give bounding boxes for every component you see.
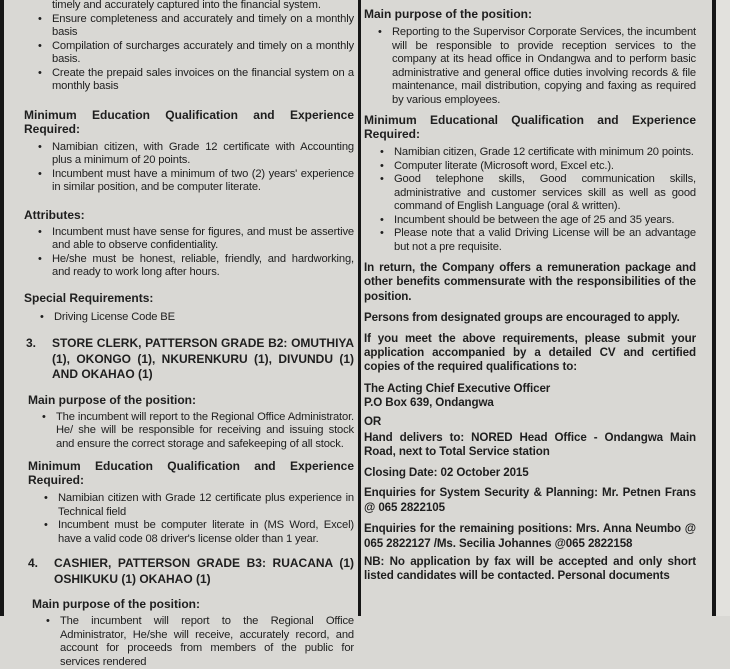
position-3-title <box>26 336 354 383</box>
column-divider <box>358 0 361 616</box>
section-heading: Main purpose of the position: <box>32 597 200 611</box>
list-item <box>52 0 354 13</box>
list-item: • Incumbent must be computer literate in (MS Word, Excel) have a valid code 08 driver's license older than 1 year. <box>58 519 354 546</box>
list-item: • Create the prepaid sales invoices on the financial system on a monthly basis <box>52 67 354 94</box>
list-item: • Ensure completeness and accurately and timely on a monthly basis <box>52 13 354 40</box>
address-line: P.O Box 639, Ondangwa <box>364 396 494 410</box>
list-item: • Compilation of surcharges accurately and timely on a monthly basis. <box>52 40 354 67</box>
section-heading: Minimum Education Qualification and Experience Required: <box>28 459 354 487</box>
designated-groups-text: Persons from designated groups are encouraged to apply. <box>364 311 680 325</box>
min-education-section <box>364 113 696 254</box>
section-heading: Special Requirements: <box>24 290 154 305</box>
position-number: 3. <box>26 336 37 350</box>
section-heading: Main purpose of the position: <box>28 392 196 407</box>
purpose-section <box>364 7 696 107</box>
list-item: • The incumbent will report to the Regional Office Administrator. He/ she will be responsible for receiving and issuing stock and ensure the correct storage and safekeeping of all stock. <box>56 411 354 452</box>
address-line: The Acting Chief Executive Officer <box>364 381 551 395</box>
list-item: • Computer literate (Microsoft word, Excel etc.). <box>394 160 696 174</box>
enquiries-remaining: Enquiries for the remaining positions: Mrs. Anna Neumbo @ 065 2822127 /Ms. Secilia Johannes @065 2822158 <box>364 522 696 550</box>
list-item: • He/she must be honest, reliable, friendly, and hardworking, and ready to work long after hours. <box>52 253 354 280</box>
list-item: • Reporting to the Supervisor Corporate Services, the incumbent will be responsible to provide reception services to the company at its head office in Ondangwa and to perform basic administrative and general office duties involving records & file maintenance, mail distribution, copying and faxing as required by various employees. <box>392 26 696 107</box>
list-item: • Incumbent must have sense for figures, and must be assertive and able to observe confidentiality. <box>52 226 354 253</box>
nb-note: NB: No application by fax will be accepted and only short listed candidates will be contacted. Personal documents <box>364 554 696 583</box>
duties-list <box>52 0 354 94</box>
left-column <box>24 0 354 669</box>
list-item: • Good telephone skills, Good communication skills, administrative and customer services skill as well as good command of English Language (oral & written). <box>394 173 696 214</box>
position-title: CASHIER, PATTERSON GRADE B3: RUACANA (1) OSHIKUKU (1) OKAHAO (1) <box>54 556 354 586</box>
closing-date: Closing Date: 02 October 2015 <box>364 465 529 479</box>
section-heading: Minimum Educational Qualification and Experience Required: <box>364 113 696 141</box>
position-4-purpose <box>32 597 354 669</box>
min-education-section <box>24 108 354 195</box>
left-border <box>0 0 4 616</box>
list-item: • Incumbent should be between the age of 25 and 35 years. <box>394 214 696 228</box>
special-requirements-section <box>24 291 354 325</box>
position-number: 4. <box>28 556 39 570</box>
section-heading: Minimum Education Qualification and Experience Required: <box>24 107 354 136</box>
list-item-text: timely and accurately captured into the financial system. <box>52 0 321 11</box>
submit-instructions: If you meet the above requirements, please submit your application accompanied by a detailed CV and certified copies of the required qualifications to: <box>364 331 696 374</box>
list-item: • Please note that a valid Driving License will be an advantage but not a pre requisite. <box>394 227 696 254</box>
list-item: • Namibian citizen with Grade 12 certificate plus experience in Technical field <box>58 492 354 519</box>
list-item: • Driving License Code BE <box>54 311 354 325</box>
list-item: • The incumbent will report to the Regional Office Administrator, He/she will receive, accurately record, and account for proceeds from members of the public for services rendered <box>60 615 354 669</box>
position-title: STORE CLERK, PATTERSON GRADE B2: OMUTHIYA (1), OKONGO (1), NKURENKURU (1), DIVUNDU (1) AND OKAHAO (1) <box>52 336 354 381</box>
list-item: • Namibian citizen, with Grade 12 certificate with Accounting plus a minimum of 20 points. <box>52 141 354 168</box>
attributes-section <box>24 208 354 280</box>
position-3-purpose <box>28 393 354 452</box>
list-item: • Namibian citizen, Grade 12 certificate with minimum 20 points. <box>394 146 696 160</box>
list-item: • Incumbent must have a minimum of two (2) years' experience in similar position, and be computer literate. <box>52 168 354 195</box>
section-heading: Attributes: <box>24 207 85 222</box>
adjacent-page-strip <box>716 0 730 616</box>
position-3-min-education <box>28 459 354 546</box>
postal-address <box>364 382 696 411</box>
right-column <box>364 7 696 584</box>
or-text: OR <box>364 414 382 428</box>
position-4-title <box>28 556 354 587</box>
section-heading: Main purpose of the position: <box>364 7 532 21</box>
remuneration-text: In return, the Company offers a remuneration package and other benefits commensurate with the responsibilities of the position. <box>364 261 696 303</box>
enquiries-security: Enquiries for System Security & Planning: Mr. Petnen Frans @ 065 2822105 <box>364 486 696 514</box>
hand-deliver-text: Hand delivers to: NORED Head Office - Ondangwa Main Road, next to Total Service station <box>364 431 696 459</box>
